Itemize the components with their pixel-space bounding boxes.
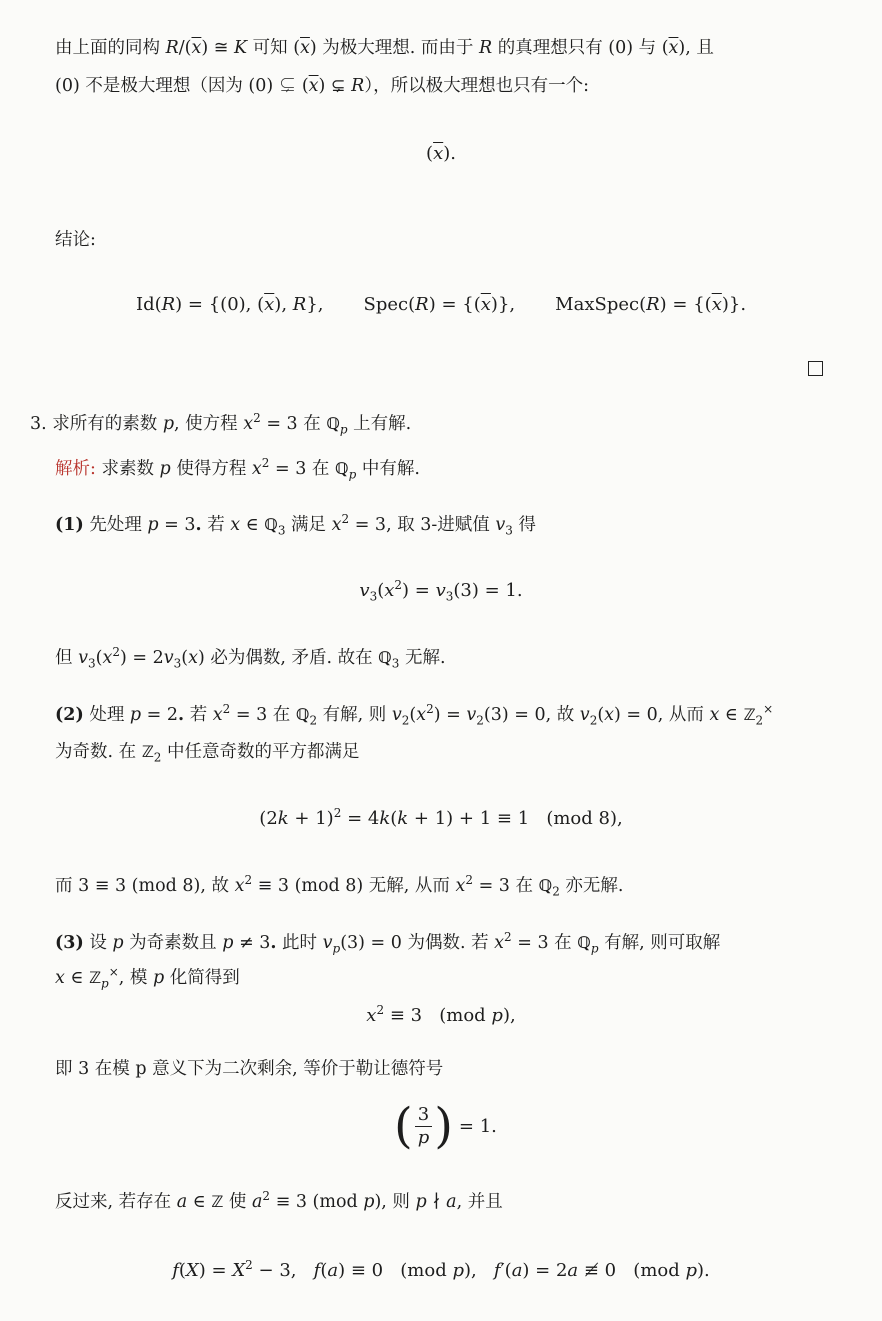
case-1-after: 但 $v_3(x^2) = 2v_3(x)$ 必为偶数, 矛盾. 故在 ℚ$_3$ 无解. xyxy=(55,645,446,671)
legendre-rhs: = 1. xyxy=(458,1115,497,1137)
conclusion-label: 结论: xyxy=(55,230,96,250)
solution-label: 解析: xyxy=(55,459,96,479)
problem-3-statement: 3. 求所有的素数 p, 使方程 $x^2 = 3$ 在 ℚ$_p$ 上有解. xyxy=(30,411,412,437)
case-2-after: 而 3 ≡ 3 (mod 8), 故 $x^2 \equiv 3$ (mod 8) 无解, 从而 $x^2 = 3$ 在 ℚ$_2$ 亦无解. xyxy=(55,873,624,899)
intro-line-1: 由上面的同构 $R/(\overline{x})$ ≅ K 可知 $(\overline{x})$ 为极大理想. 而由于 R 的真理想只有 (0) 与 $(\overline{x})$, 且 xyxy=(55,38,714,58)
legendre-symbol: ( $\frac{3}{p}$ ) = 1. xyxy=(394,1098,497,1154)
equation-case-2: $(2k + 1)^2 = 4k(k + 1) + 1 \equiv 1$ (mod 8), xyxy=(259,806,623,829)
solution-intro: 解析: 求素数 p 使得方程 $x^2 = 3$ 在 ℚ$_p$ 中有解. xyxy=(55,456,420,482)
qed-box-icon xyxy=(808,361,823,376)
equation-case-3: $x^2 \equiv 3$ (mod p), xyxy=(366,1003,516,1026)
equation-max-ideal: $(\overline{x})$. xyxy=(426,143,456,164)
case-3-text-2: x ∈ ℤ$_p$×, 模 p 化简得到 xyxy=(55,965,240,991)
equation-final: $f(X) = X^2 - 3$, f(a) ≡ 0 (mod p), f′(a) = 2a ≢ 0 (mod p). xyxy=(172,1258,710,1281)
case-1-text: (1) 先处理 p = 3. 若 x ∈ ℚ$_3$ 满足 $x^2 = 3$, 取 3-进赋值 $v_3$ 得 xyxy=(55,512,536,538)
legendre-numerator: 3 xyxy=(415,1104,432,1127)
equation-conclusion: Id(R) = {(0), $(\overline{x})$, R}, Spec(R) = $\{(\overline{x})\}$, MaxSpec(R) = $\{(\overline{x})\}$. xyxy=(135,294,747,315)
case-3-text-1: (3) 设 p 为奇素数且 p ≠ 3. 此时 $v_p(3) = 0$ 为偶数. 若 $x^2 = 3$ 在 ℚ$_p$ 有解, 则可取解 xyxy=(55,930,721,956)
case-3-after: 即 3 在模 p 意义下为二次剩余, 等价于勒让德符号 xyxy=(55,1059,444,1079)
equation-case-1: $v_3(x^2) = v_3(3) = 1$. xyxy=(359,578,523,604)
case-2-text-2: 为奇数. 在 ℤ$_2$ 中任意奇数的平方都满足 xyxy=(55,742,360,765)
legendre-denominator: p xyxy=(417,1126,430,1148)
case-2-text-1: (2) 处理 p = 2. 若 $x^2 = 3$ 在 ℚ$_2$ 有解, 则 $v_2(x^2) = v_2(3) = 0$, 故 $v_2(x) = 0$, 从而 x ∈ ℤ$_2$× xyxy=(55,702,774,728)
intro-line-2: (0) 不是极大理想（因为 (0) ⊊ $(\overline{x})$ ⊊ R），所以极大理想也只有一个: xyxy=(55,76,589,96)
case-3-converse: 反过来, 若存在 a ∈ ℤ 使 $a^2 \equiv 3$ (mod p), 则 p ∤ a, 并且 xyxy=(55,1189,503,1212)
